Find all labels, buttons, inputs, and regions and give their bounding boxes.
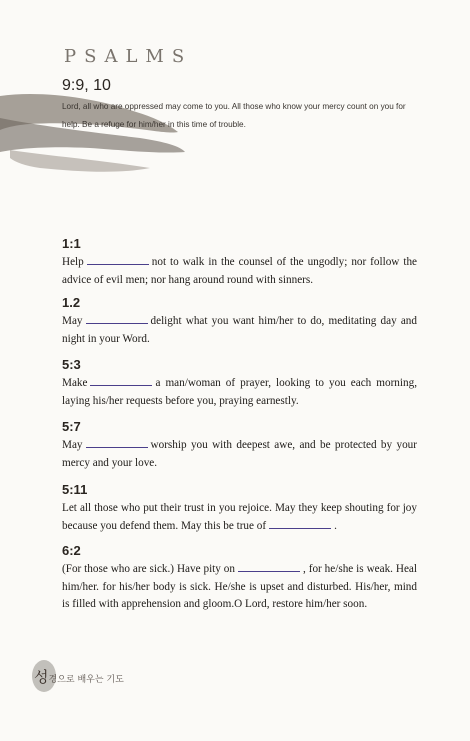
verse-number: 1:1	[62, 236, 81, 251]
verse-number: 5:11	[62, 482, 88, 497]
verse-block	[62, 419, 417, 472]
name-blank[interactable]	[269, 518, 331, 529]
name-blank[interactable]	[238, 561, 300, 572]
verse-text: Let all those who put their trust in you rejoice. May they keep shouting for joy because you defend them. May this be true of .	[62, 502, 417, 532]
verse-number: 5:7	[62, 419, 81, 434]
name-blank[interactable]	[87, 254, 149, 265]
name-blank[interactable]	[86, 313, 148, 324]
book-footer: 성경으로 배우는 기도	[34, 668, 124, 686]
verse-text: Make a man/woman of prayer, looking to you each morning, laying his/her requests before you, praying earnestly.	[62, 377, 417, 407]
name-blank[interactable]	[90, 375, 152, 386]
verse-block	[62, 236, 417, 289]
name-blank[interactable]	[86, 437, 148, 448]
verse-number: 5:3	[62, 357, 81, 372]
verse-block	[62, 295, 417, 348]
verse-text: May delight what you want him/her to do, meditating day and night in your Word.	[62, 315, 417, 345]
key-verse-reference: 9:9, 10	[62, 77, 111, 94]
verse-text: May worship you with deepest awe, and be protected by your mercy and your love.	[62, 439, 417, 469]
key-verse-text: Lord, all who are oppressed may come to you. All those who know your mercy count on you for help. Be a refuge for him/her in this time of trouble.	[62, 102, 406, 129]
verse-number: 6:2	[62, 543, 81, 558]
verse-text: (For those who are sick.) Have pity on , for he/she is weak. Heal him/her. for his/her body is sick. He/she is upset and disturbed. His/her, mind is filled with apprehension and gloom.O Lord, restore him/her soon.	[62, 563, 418, 610]
book-title: PSALMS	[64, 46, 193, 67]
verse-text: Help not to walk in the counsel of the ungodly; nor follow the advice of evil men; nor hang around round with sinners.	[62, 256, 417, 286]
verse-block	[62, 482, 417, 535]
verse-block	[62, 543, 417, 614]
verse-number: 1.2	[62, 295, 81, 310]
verse-block	[62, 357, 417, 410]
